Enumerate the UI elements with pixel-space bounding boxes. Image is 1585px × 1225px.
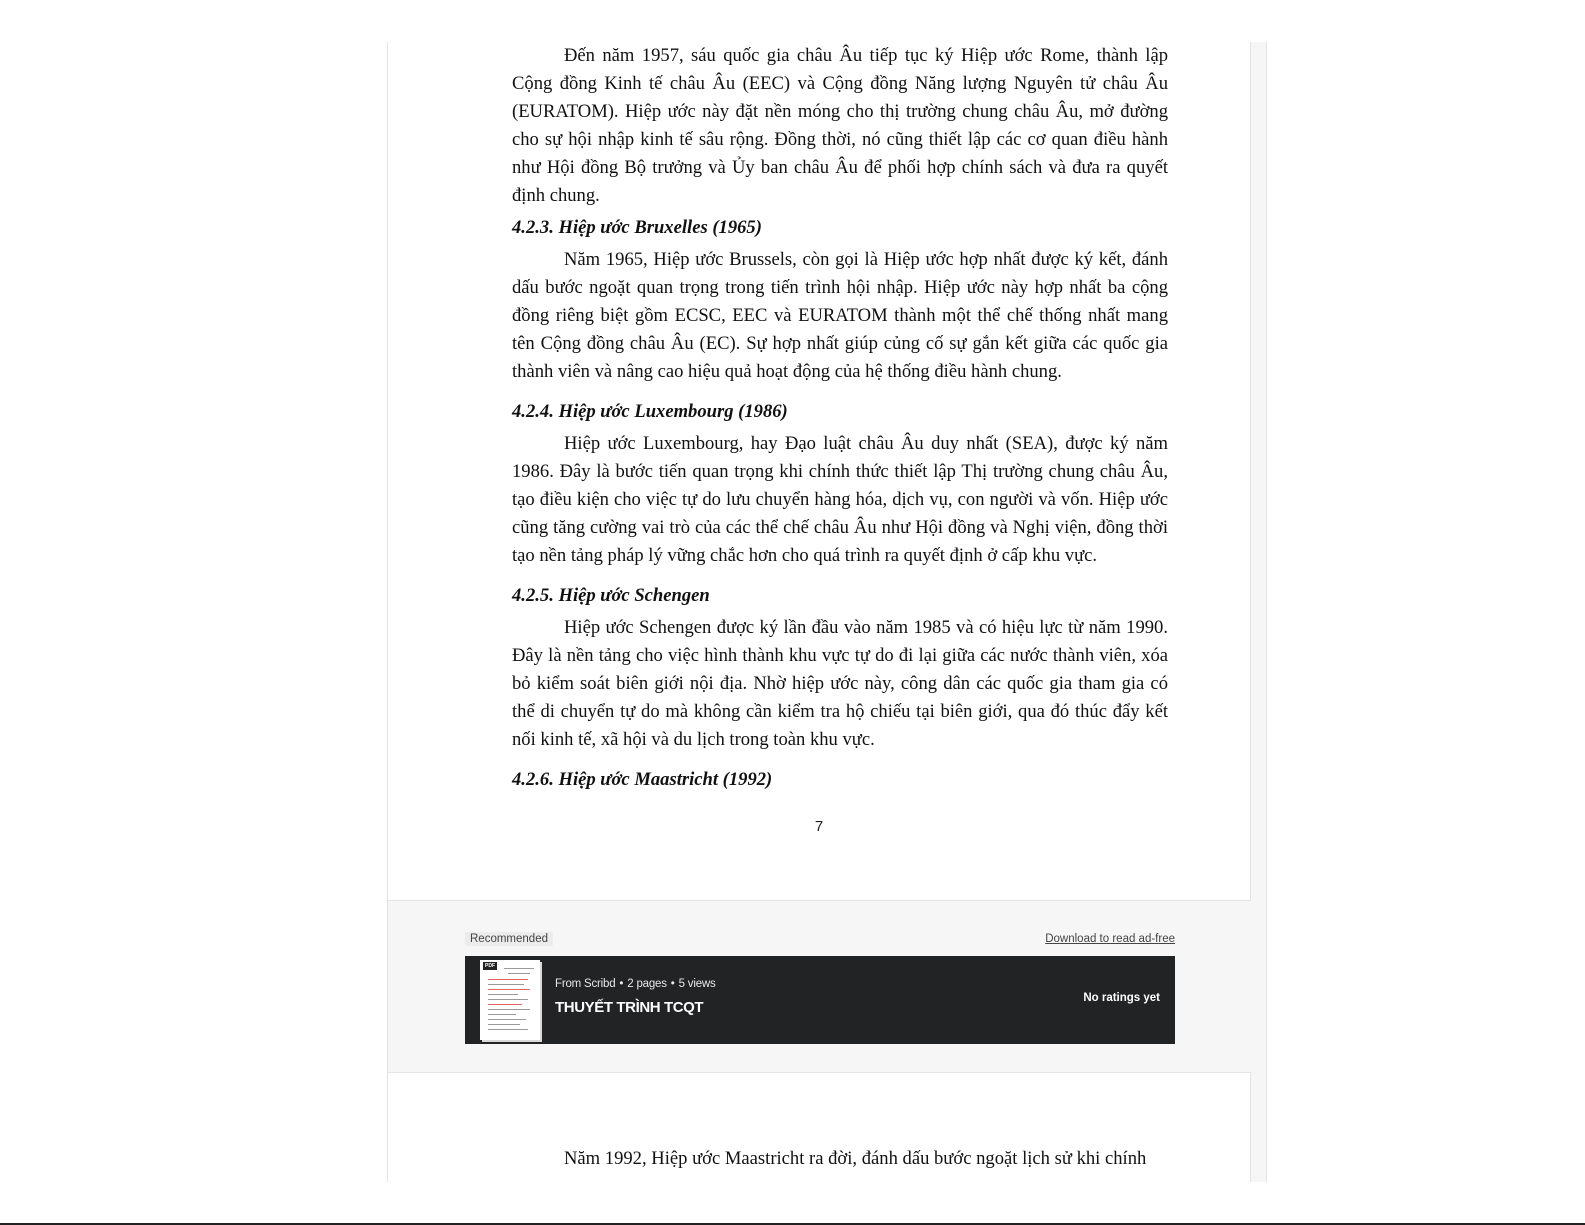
page-number: 7: [814, 818, 824, 835]
document-pages: 2 pages: [627, 978, 667, 990]
paragraph-luxembourg-treaty: Hiệp ước Luxembourg, hay Đạo luật châu Âu duy nhất (SEA), được ký năm 1986. Đây là bước tiến quan trọng khi chính thức thiết lập Thị trường chung châu Âu, tạo điều kiện cho việc tự do lưu chuyển hàng hóa, dịch vụ, con người và vốn. Hiệp ước cũng tăng cường vai trò của các thể chế châu Âu như Hội đồng và Nghị viện, đồng thời tạo nền tảng pháp lý vững chắc hơn cho quá trình ra quyết định ở cấp khu vực.: [512, 433, 1168, 566]
document-views: 5 views: [678, 978, 716, 990]
heading-4-2-4: 4.2.4. Hiệp ước Luxembourg (1986): [512, 401, 788, 422]
document-meta: From Scribd • 2 pages • 5 views: [555, 978, 716, 990]
page-8-content: [512, 1145, 1168, 1173]
document-page-8: [388, 1072, 1251, 1182]
document-thumbnail-icon: [480, 960, 540, 1040]
document-viewer[interactable]: [387, 42, 1267, 1182]
document-source: From Scribd: [555, 978, 616, 990]
document-title: THUYẾT TRÌNH TCQT: [555, 999, 704, 1016]
pdf-badge: PDF: [485, 963, 495, 969]
recommended-label: Recommended: [465, 932, 553, 946]
recommended-document-card[interactable]: [465, 956, 1175, 1044]
heading-4-2-3: 4.2.3. Hiệp ước Bruxelles (1965): [512, 217, 762, 238]
heading-4-2-6: 4.2.6. Hiệp ước Maastricht (1992): [512, 769, 773, 790]
paragraph-rome-treaty: Đến năm 1957, sáu quốc gia châu Âu tiếp tục ký Hiệp ước Rome, thành lập Cộng đồng Kinh tế châu Âu (EEC) và Cộng đồng Năng lượng Nguyên tử châu Âu (EURATOM). Hiệp ước này đặt nền móng cho thị trường chung châu Âu, mở đường cho sự hội nhập kinh tế sâu rộng. Đồng thời, nó cũng thiết lập các cơ quan điều hành như Hội đồng Bộ trưởng và Ủy ban châu Âu để phối hợp chính sách và đưa ra quyết định chung.: [512, 45, 1168, 206]
page-7-content: [512, 42, 1168, 798]
paragraph-schengen-treaty: Hiệp ước Schengen được ký lần đầu vào năm 1985 và có hiệu lực từ năm 1990. Đây là nền tảng cho việc hình thành khu vực tự do đi lại giữa các nước thành viên, xóa bỏ kiểm soát biên giới nội địa. Nhờ hiệp ước này, công dân các quốc gia tham gia có thể di chuyển tự do mà không cần kiểm tra hộ chiếu tại biên giới, qua đó thúc đẩy kết nối kinh tế, xã hội và du lịch trong toàn khu vực.: [512, 617, 1168, 750]
paragraph-maastricht-treaty: Năm 1992, Hiệp ước Maastricht ra đời, đánh dấu bước ngoặt lịch sử khi chính: [564, 1148, 1147, 1169]
recommended-bar: [465, 932, 1175, 950]
heading-4-2-5: 4.2.5. Hiệp ước Schengen: [512, 585, 710, 606]
paragraph-brussels-treaty: Năm 1965, Hiệp ước Brussels, còn gọi là Hiệp ước hợp nhất được ký kết, đánh dấu bước ngoặt quan trọng trong tiến trình hội nhập. Hiệp ước này hợp nhất ba cộng đồng riêng biệt gồm ECSC, EEC và EURATOM thành một thể chế thống nhất mang tên Cộng đồng châu Âu (EC). Sự hợp nhất giúp củng cố sự gắn kết giữa các quốc gia thành viên và nâng cao hiệu quả hoạt động của hệ thống điều hành chung.: [512, 249, 1168, 382]
document-rating: No ratings yet: [1083, 992, 1160, 1004]
document-page-7: [388, 42, 1251, 901]
download-ad-free-link[interactable]: Download to read ad-free: [1045, 933, 1175, 945]
